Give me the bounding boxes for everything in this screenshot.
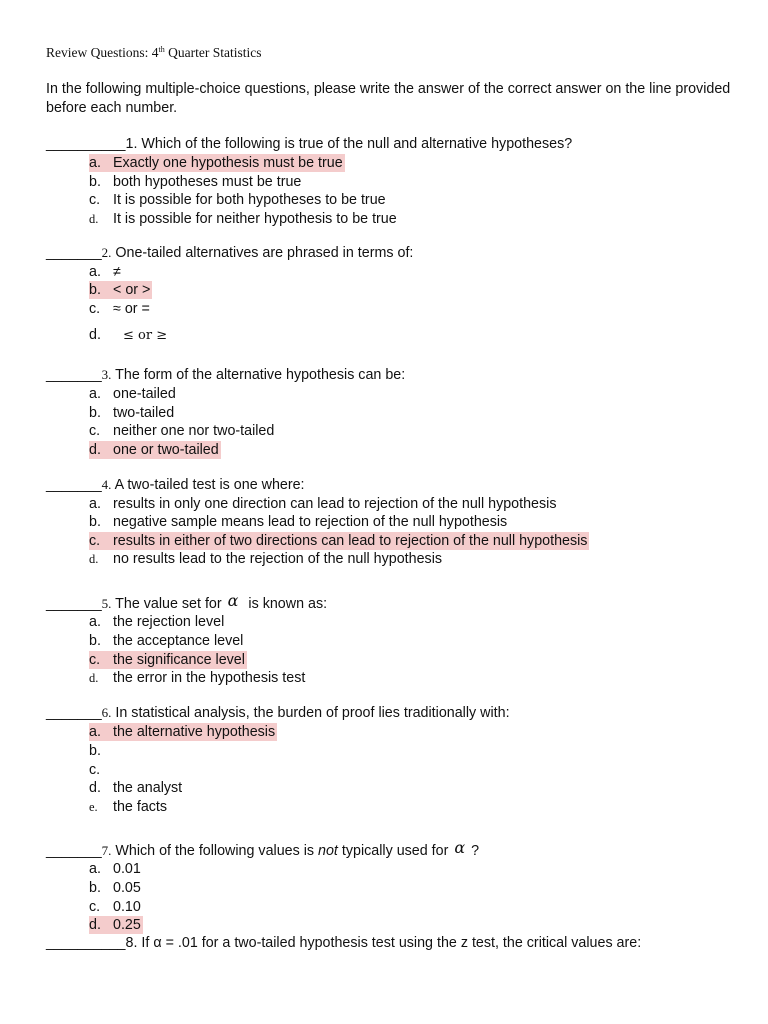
question-3: _______3. The form of the alternative hypothesis can be: — [46, 367, 406, 383]
question-6: _______6. In statistical analysis, the burden of proof lies traditionally with: — [46, 705, 510, 721]
answer-blank-8[interactable]: __________ — [46, 935, 126, 951]
question-8: __________8. If α = .01 for a two-tailed hypothesis test using the z test, the critical values are: — [46, 935, 642, 951]
option-6b: b. — [89, 743, 101, 759]
option-3d: d. one or two-tailed — [89, 442, 219, 458]
answer-blank-6[interactable]: _______ — [46, 705, 102, 721]
question-1: __________1. Which of the following is true of the null and alternative hypotheses? — [46, 136, 573, 152]
question-4: _______4. A two-tailed test is one where: — [46, 477, 305, 493]
document-title: Review Questions: 4th Quarter Statistics — [46, 45, 262, 60]
option-2a: a. ≠ — [89, 264, 121, 280]
option-2d: d. ≤ or ≥ — [89, 327, 168, 343]
question-2: _______2. One-tailed alternatives are phrased in terms of: — [46, 245, 414, 261]
question-7: _______7. Which of the following values is not typically used for α ? — [46, 838, 480, 859]
question-5: _______5. The value set for α is known as: — [46, 591, 328, 612]
option-7c: c. 0.10 — [89, 899, 141, 915]
answer-blank-2[interactable]: _______ — [46, 245, 102, 261]
option-4c: c. results in either of two directions can lead to rejection of the null hypothesis — [89, 533, 588, 549]
option-1b: b. both hypotheses must be true — [89, 174, 302, 190]
alpha-symbol: α — [227, 591, 239, 610]
option-6d: d. the analyst — [89, 780, 183, 796]
option-6e: e. the facts — [89, 799, 168, 815]
option-1c: c. It is possible for both hypotheses to be true — [89, 192, 386, 208]
answer-blank-7[interactable]: _______ — [46, 843, 102, 859]
option-4b: b. negative sample means lead to rejection of the null hypothesis — [89, 514, 508, 530]
option-7a: a. 0.01 — [89, 861, 141, 877]
instructions-paragraph: In the following multiple-choice questions, please write the answer of the correct answer on the line provided before each number. — [46, 81, 731, 116]
option-4d: d. no results lead to the rejection of the null hypothesis — [89, 551, 443, 567]
option-7d: d. 0.25 — [89, 917, 141, 933]
option-7b: b. 0.05 — [89, 880, 141, 896]
option-5b: b. the acceptance level — [89, 633, 244, 649]
option-3a: a. one-tailed — [89, 386, 176, 402]
option-5c: c. the significance level — [89, 652, 245, 668]
option-1d: d. It is possible for neither hypothesis to be true — [89, 211, 397, 227]
option-4a: a. results in only one direction can lead to rejection of the null hypothesis — [89, 496, 557, 512]
option-2b: b. < or > — [89, 282, 151, 298]
option-1a: a. Exactly one hypothesis must be true — [89, 155, 343, 171]
option-3b: b. two-tailed — [89, 405, 175, 421]
answer-blank-3[interactable]: _______ — [46, 367, 102, 383]
answer-blank-4[interactable]: _______ — [46, 477, 102, 493]
alpha-symbol: α — [454, 838, 466, 857]
option-6c: c. — [89, 762, 101, 778]
option-2c: c. ≈ or = — [89, 301, 150, 317]
option-5a: a. the rejection level — [89, 614, 225, 630]
option-5d: d. the error in the hypothesis test — [89, 670, 306, 686]
answer-blank-1[interactable]: __________ — [46, 136, 126, 152]
option-6a: a. the alternative hypothesis — [89, 724, 276, 740]
option-3c: c. neither one nor two-tailed — [89, 423, 275, 439]
answer-blank-5[interactable]: _______ — [46, 596, 102, 612]
